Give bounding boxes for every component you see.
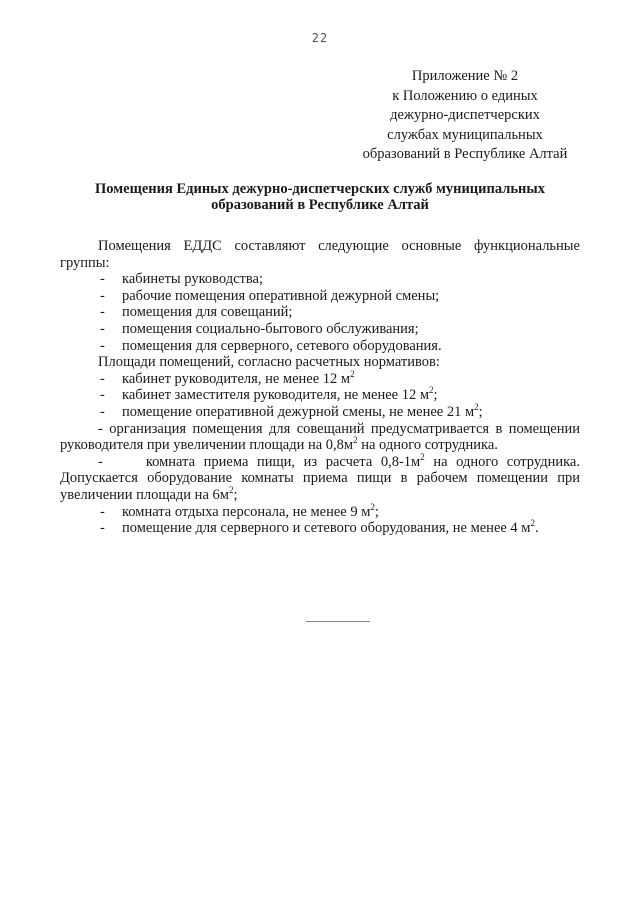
- norm-end: ;: [433, 387, 438, 404]
- document-title: [60, 181, 580, 213]
- norm-text: - организация помещения для совещаний предусматривается в помещении руководителя при увеличении площади на 0,8м: [60, 420, 580, 454]
- list-item: [60, 338, 580, 355]
- list-dash: -: [100, 370, 105, 387]
- list-dash: -: [100, 403, 105, 420]
- norm-text: помещение оперативной дежурной смены, не менее 21 м: [122, 403, 475, 420]
- title-line: образований в Республике Алтай: [211, 197, 429, 213]
- norm-end: .: [535, 520, 539, 537]
- norm-end: на одного сотрудника. Допускается оборудование комнаты приема пищи в рабочем помещении при увеличении площади на 6м: [60, 453, 584, 503]
- superscript: 2: [530, 518, 535, 529]
- superscript: 2: [350, 368, 355, 379]
- list-dash: -: [100, 503, 105, 520]
- norms-intro: Площади помещений, согласно расчетных нормативов:: [98, 354, 440, 371]
- list-item-text: помещения для серверного, сетевого оборудования.: [122, 337, 442, 354]
- norm-paragraph-canteen: [60, 451, 584, 504]
- list-item-text: рабочие помещения оперативной дежурной смены;: [122, 287, 440, 304]
- appendix-line: к Положению о единых: [392, 87, 538, 104]
- norm-item-deputy-office: [60, 387, 580, 404]
- list-item-text: помещения для совещаний;: [122, 304, 293, 321]
- list-dash: -: [100, 320, 105, 337]
- appendix-line: образований в Республике Алтай: [362, 146, 568, 162]
- superscript: 2: [353, 435, 358, 446]
- appendix-line: Приложение № 2: [411, 68, 519, 84]
- list-item: [60, 321, 580, 338]
- list-dash: -: [100, 271, 105, 288]
- list-dash: -: [100, 304, 105, 321]
- superscript: 2: [420, 451, 425, 462]
- appendix-line: службах муниципальных: [387, 126, 543, 143]
- superscript: 2: [429, 385, 434, 396]
- appendix-heading: [340, 67, 590, 165]
- norm-item-head-office: [60, 368, 580, 388]
- list-dash: -: [100, 337, 105, 354]
- norm-end: ;: [233, 486, 238, 503]
- end-divider: [306, 621, 370, 622]
- norm-paragraph-meeting: [60, 421, 580, 454]
- norm-text: кабинет заместителя руководителя, не менее 12 м: [122, 387, 430, 404]
- list-item-text: кабинеты руководства;: [122, 271, 264, 288]
- list-item: [60, 304, 580, 321]
- list-dash: -: [100, 287, 105, 304]
- intro-paragraph: Помещения ЕДДС составляют следующие основные функциональные группы:: [60, 238, 580, 271]
- superscript: 2: [228, 484, 234, 495]
- norm-text: кабинет руководителя, не менее 12 м: [122, 370, 351, 387]
- norm-text: - комната приема пищи, из расчета 0,8-1м: [98, 453, 421, 470]
- norm-text: помещение для серверного и сетевого оборудования, не менее 4 м: [122, 520, 531, 537]
- superscript: 2: [370, 501, 375, 512]
- norm-end: на одного сотрудника.: [357, 437, 498, 454]
- page-number: 22: [311, 31, 329, 45]
- appendix-line: дежурно-диспетчерских: [390, 107, 540, 123]
- list-item: [60, 271, 580, 288]
- superscript: 2: [474, 401, 479, 412]
- list-item: [60, 288, 580, 305]
- norm-text: комната отдыха персонала, не менее 9 м: [122, 503, 371, 520]
- title-line: Помещения Единых дежурно-диспетчерских служб муниципальных: [95, 181, 545, 197]
- norm-end: ;: [374, 503, 379, 520]
- norm-item-duty-room: [60, 401, 580, 421]
- list-dash: -: [100, 387, 105, 404]
- document-body: [60, 238, 584, 537]
- norm-item-rest-room: [60, 501, 580, 521]
- list-dash: -: [100, 520, 105, 537]
- list-item-text: помещения социально-бытового обслуживания;: [122, 320, 419, 337]
- norm-item-server-room: [60, 520, 580, 537]
- norm-end: ;: [478, 403, 483, 420]
